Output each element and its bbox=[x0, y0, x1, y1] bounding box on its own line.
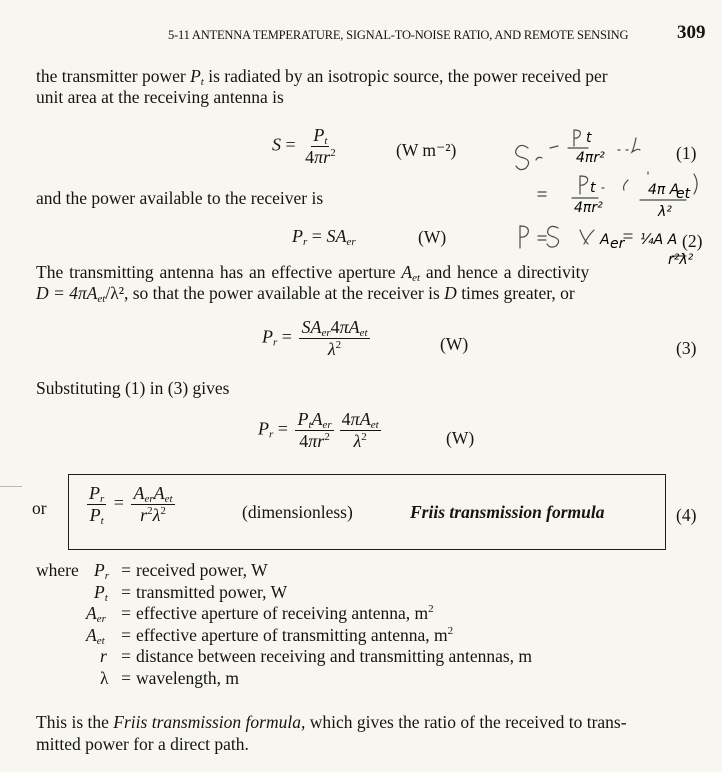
definition-row: $P_t$ = transmitted power, W bbox=[94, 581, 288, 604]
svg-text:4πr²: 4πr² bbox=[576, 150, 605, 166]
equation-4-note: (dimensionless) bbox=[242, 502, 353, 522]
svg-text:t: t bbox=[590, 180, 596, 196]
handwritten-notes bbox=[508, 118, 708, 268]
equation-4: $\frac{P_r}{P_t}$ = $\frac{A_{er}A_{et}}{r^2\lambda^2}$ bbox=[89, 483, 173, 527]
paragraph-3-line-1: The transmitting antenna has an effective aperture $A_{et}$ and hence a directivity bbox=[36, 262, 590, 284]
equation-2-number: (2) bbox=[682, 231, 703, 251]
paragraph-2: and the power available to the receiver is bbox=[36, 188, 324, 208]
equation-4-name: Friis transmission formula bbox=[410, 502, 605, 522]
equation-substituted-units: (W) bbox=[446, 428, 475, 448]
equation-3: $P_r$ = $\frac{SA_{er}4\pi A_{et}}{\lambda^2}$ bbox=[262, 317, 368, 359]
equation-1: S = $\frac{P_t}{4\pi r^2}$ bbox=[272, 125, 336, 167]
svg-text:λ²: λ² bbox=[658, 204, 672, 220]
definition-row: λ = wavelength, m bbox=[100, 667, 240, 688]
final-paragraph-line-1: This is the Friis transmission formula, which gives the ratio of the received to trans- bbox=[36, 712, 627, 732]
equation-4-number: (4) bbox=[676, 505, 697, 525]
equation-1-units: (W m⁻²) bbox=[396, 140, 457, 160]
equation-3-number: (3) bbox=[676, 338, 697, 358]
margin-tick bbox=[0, 486, 22, 487]
paragraph-4: Substituting (1) in (3) gives bbox=[36, 378, 230, 398]
definition-row: $A_{er}$ = effective aperture of receiving antenna, $m^2$ bbox=[86, 603, 434, 625]
svg-text:4πr²: 4πr² bbox=[574, 200, 603, 216]
svg-text:¼A A: ¼A A bbox=[640, 232, 678, 248]
svg-text:et: et bbox=[676, 186, 691, 202]
definition-row: $A_{et}$ = effective aperture of transmitting antenna, $m^2$ bbox=[86, 624, 454, 647]
equation-2: $P_r = SA_{er}$ bbox=[292, 226, 356, 248]
equation-3-units: (W) bbox=[440, 334, 469, 354]
paragraph-3-line-2: $D = 4\pi A_{et}/\lambda^2$, so that the power available at the receiver is D times greater, or bbox=[36, 283, 575, 305]
page-number: 309 bbox=[677, 22, 706, 43]
svg-text:er: er bbox=[610, 236, 625, 252]
paragraph-1-line-1: the transmitter power $P_t$ is radiated by an isotropic source, the power received per bbox=[36, 66, 608, 88]
paragraph-1-line-2: unit area at the receiving antenna is bbox=[36, 87, 284, 107]
svg-text:r²λ²: r²λ² bbox=[668, 252, 694, 268]
or-label: or bbox=[32, 498, 47, 518]
equation-1-number: (1) bbox=[676, 143, 697, 163]
running-header: 5-11 ANTENNA TEMPERATURE, SIGNAL-TO-NOISE RATIO, AND REMOTE SENSING bbox=[168, 28, 629, 42]
svg-text:A: A bbox=[600, 232, 610, 248]
definition-row: r = distance between receiving and transmitting antennas, m bbox=[100, 646, 533, 666]
final-paragraph-line-2: mitted power for a direct path. bbox=[36, 734, 249, 754]
definition-row: where $P_r$ = received power, W bbox=[36, 560, 268, 582]
svg-text:t: t bbox=[586, 130, 592, 146]
equation-substituted: $P_r$ = $\frac{P_tA_{er}}{4\pi r^2}$ $\frac{4\pi A_{et}}{\lambda^2}$ bbox=[258, 409, 379, 451]
equation-2-units: (W) bbox=[418, 227, 447, 247]
svg-text:4π A: 4π A bbox=[648, 182, 680, 198]
variable-definitions bbox=[36, 560, 532, 689]
